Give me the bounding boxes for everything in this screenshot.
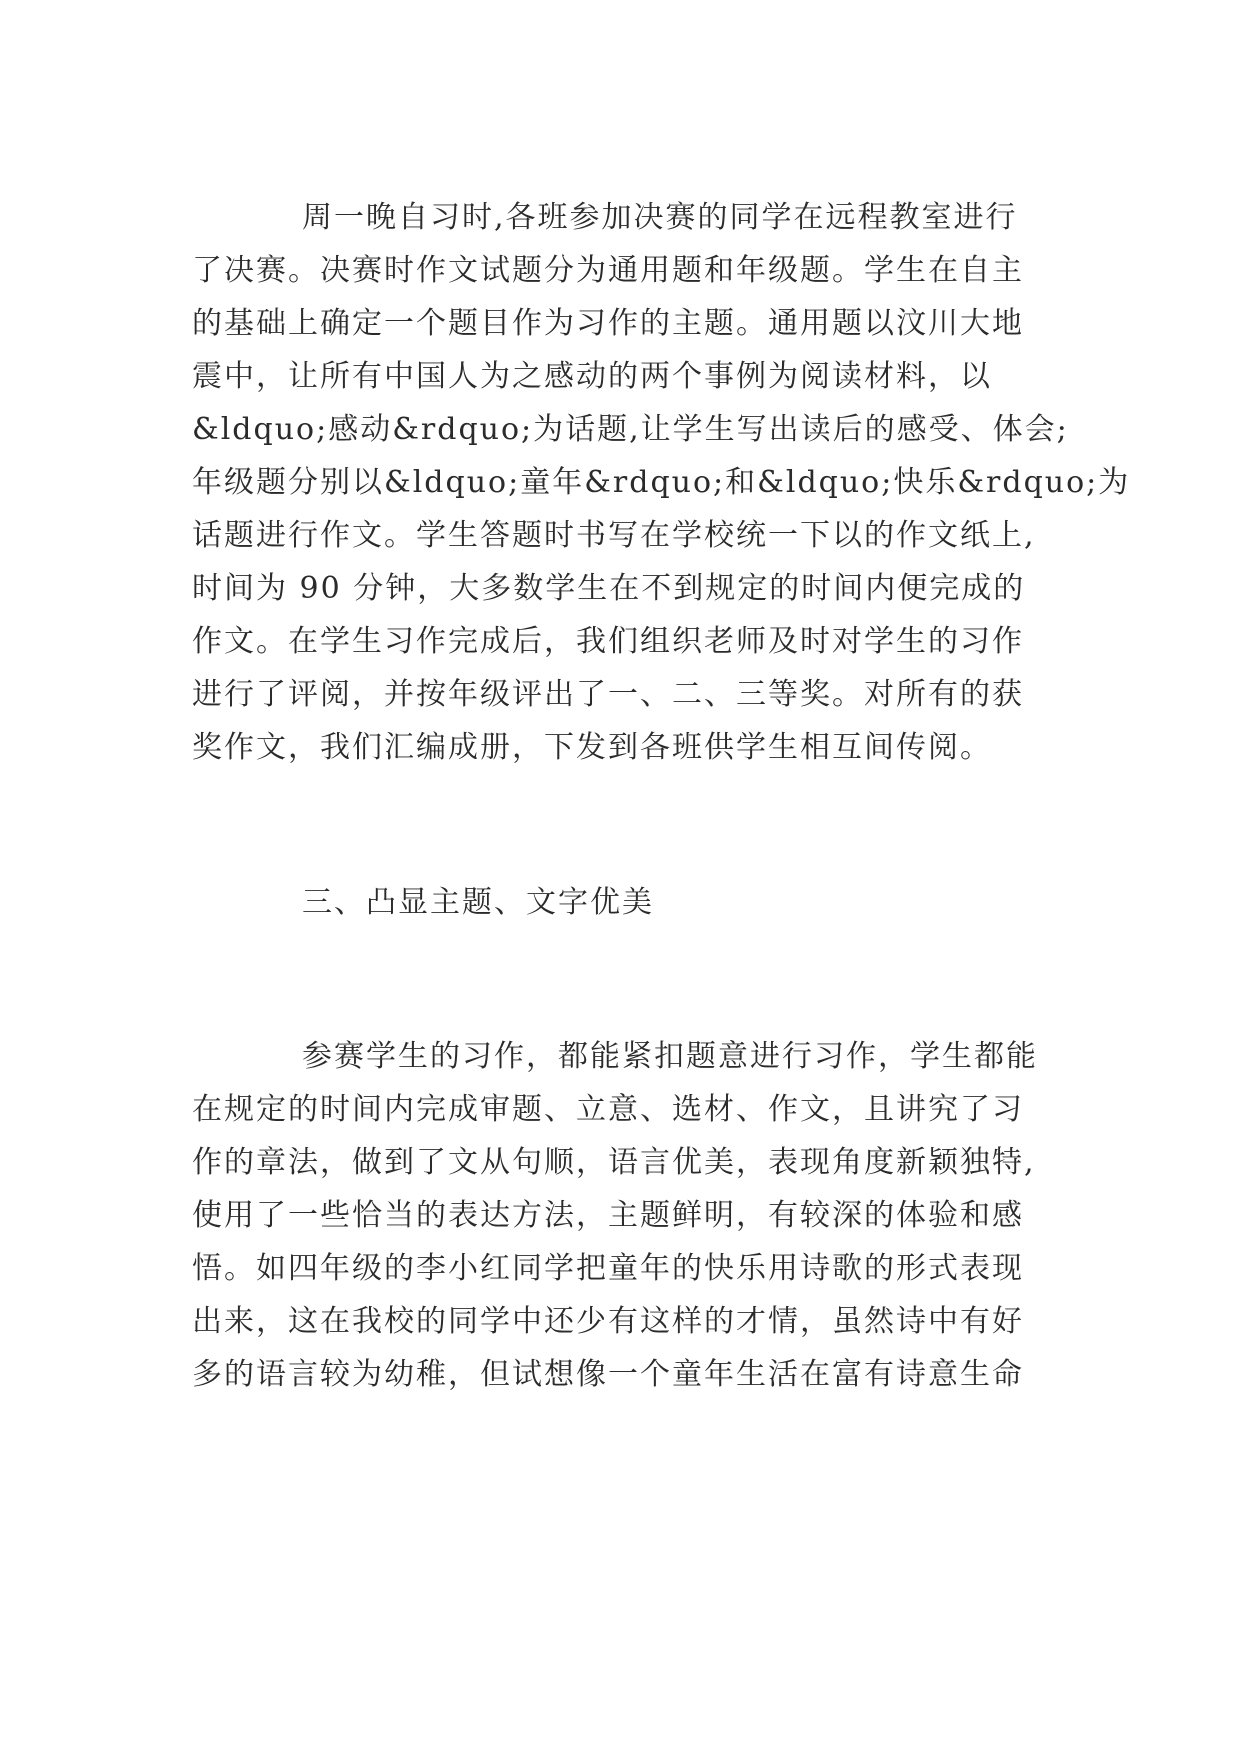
paragraph-1-line-3: 的基础上确定一个题目作为习作的主题。通用题以汶川大地 xyxy=(192,306,1024,341)
paragraph-1-line-10: 进行了评阅，并按年级评出了一、二、三等奖。对所有的获 xyxy=(192,677,1024,712)
paragraph-2-line-6: 出来，这在我校的同学中还少有这样的才情，虽然诗中有好 xyxy=(192,1304,1024,1339)
paragraph-2-line-3: 作的章法，做到了文从句顺，语言优美，表现角度新颖独特, xyxy=(192,1145,1036,1180)
paragraph-1-line-8: 时间为 90 分钟，大多数学生在不到规定的时间内便完成的 xyxy=(192,571,1026,606)
section-heading: 三、凸显主题、文字优美 xyxy=(302,885,654,920)
paragraph-1-line-1: 周一晚自习时,各班参加决赛的同学在远程教室进行 xyxy=(302,200,1018,235)
paragraph-1-line-9: 作文。在学生习作完成后，我们组织老师及时对学生的习作 xyxy=(192,624,1024,659)
paragraph-1-line-5: &ldquo;感动&rdquo;为话题,让学生写出读后的感受、体会; xyxy=(192,412,1069,447)
paragraph-2-line-4: 使用了一些恰当的表达方法，主题鲜明，有较深的体验和感 xyxy=(192,1198,1024,1233)
paragraph-1-line-7: 话题进行作文。学生答题时书写在学校统一下以的作文纸上, xyxy=(192,518,1036,553)
paragraph-1-line-2: 了决赛。决赛时作文试题分为通用题和年级题。学生在自主 xyxy=(192,253,1024,288)
paragraph-1-line-11: 奖作文，我们汇编成册，下发到各班供学生相互间传阅。 xyxy=(192,730,992,765)
paragraph-2-line-7: 多的语言较为幼稚，但试想像一个童年生活在富有诗意生命 xyxy=(192,1357,1024,1392)
paragraph-2-line-1: 参赛学生的习作，都能紧扣题意进行习作，学生都能 xyxy=(302,1039,1038,1074)
paragraph-1-line-4: 震中，让所有中国人为之感动的两个事例为阅读材料，以 xyxy=(192,359,992,394)
paragraph-1-line-6: 年级题分别以&ldquo;童年&rdquo;和&ldquo;快乐&rdquo;为 xyxy=(192,465,1131,500)
paragraph-2-line-2: 在规定的时间内完成审题、立意、选材、作文，且讲究了习 xyxy=(192,1092,1024,1127)
paragraph-2-line-5: 悟。如四年级的李小红同学把童年的快乐用诗歌的形式表现 xyxy=(192,1251,1024,1286)
